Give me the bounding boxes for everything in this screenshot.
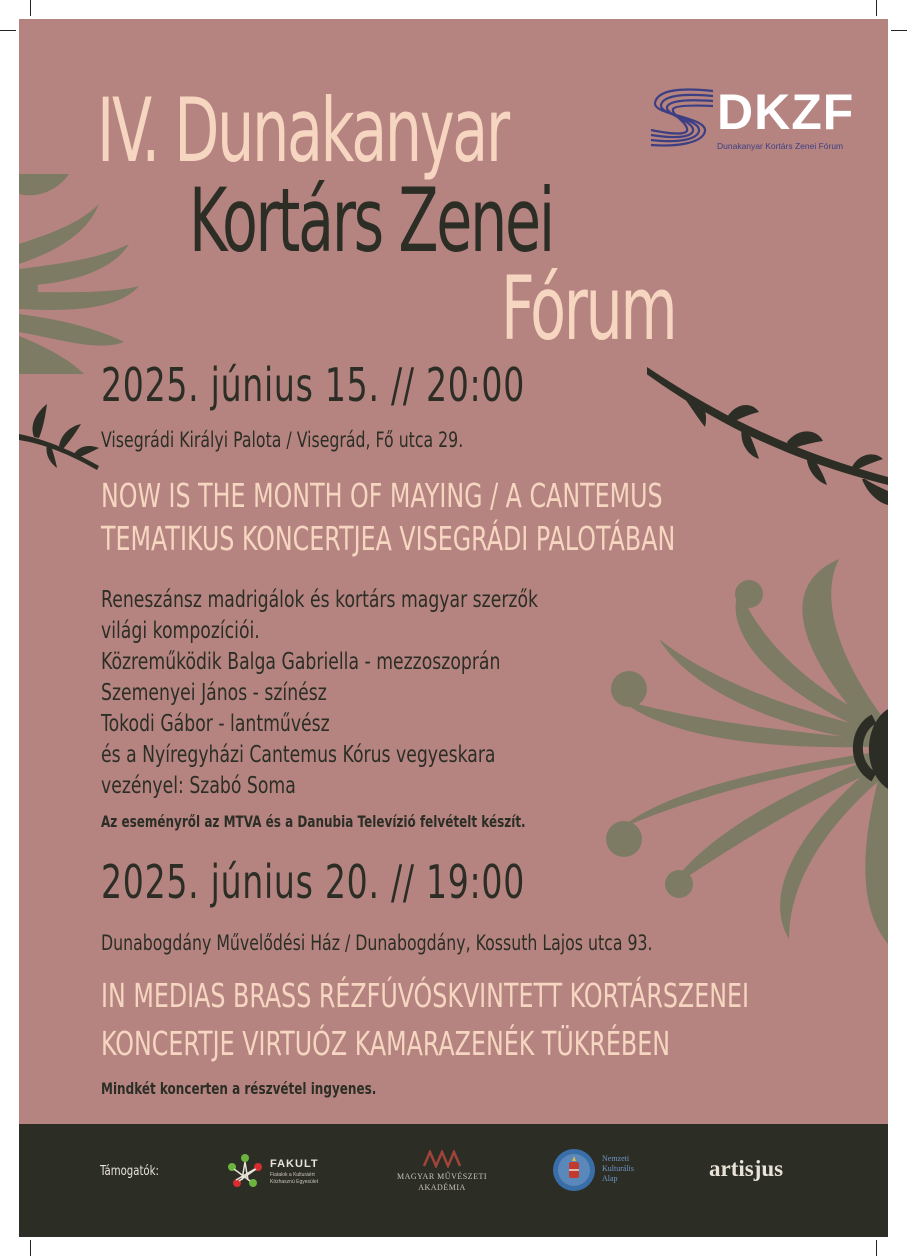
event1-description-line: Közreműködik Balga Gabriella - mezzoszoprán [101, 649, 501, 675]
vine-ornament-left [19, 404, 109, 474]
vine-ornament-right [647, 367, 888, 527]
crop-mark [30, 1240, 31, 1256]
sponsors-label: Támogatók: [100, 1164, 159, 1179]
event1-description-line: és a Nyíregyházi Cantemus Kórus vegyeskara [101, 742, 496, 768]
crop-mark [891, 30, 907, 31]
crop-mark [876, 1240, 877, 1256]
poster [19, 19, 888, 1124]
event1-description-line: Szemenyei János - színész [101, 680, 327, 706]
event1-description-line: vezényel: Szabó Soma [101, 773, 296, 799]
fakult-logo [226, 1152, 336, 1192]
nka-name-line3: Alap [602, 1174, 618, 1183]
dkzf-logo [647, 84, 857, 157]
mma-name-line2: AKADÉMIA [418, 1183, 466, 1192]
logo-abbreviation: DKZF [717, 84, 855, 140]
event2-headline-line1: IN MEDIAS BRASS RÉZFÚVÓSKVINTETT KORTÁRSZENEI [101, 976, 749, 1015]
mma-emblem-icon [422, 1150, 462, 1168]
event1-description-line: Reneszánsz madrigálok és kortárs magyar szerzők [101, 587, 539, 613]
title-line-1: IV. Dunakanyar [97, 79, 508, 182]
free-entry-note: Mindkét koncerten a részvétel ingyenes. [101, 1079, 377, 1098]
event1-date: 2025. június 15. // 20:00 [101, 358, 526, 412]
fakult-name: FAKULT [270, 1158, 319, 1170]
event2-headline-line2: KONCERTJE VIRTUÓZ KAMARAZENÉK TÜKRÉBEN [101, 1024, 670, 1063]
fakult-subtitle-1: Fiatalok a Kulturáért [270, 1172, 315, 1178]
palmette-ornament-left [19, 174, 149, 374]
crop-mark [0, 30, 16, 31]
event1-recording-note: Az eseményről az MTVA és a Danubia Televízió felvételt készít. [101, 812, 526, 831]
event1-headline-line1: NOW IS THE MONTH OF MAYING / A CANTEMUS [101, 476, 663, 515]
nka-name-line1: Nemzeti [602, 1154, 630, 1163]
event2-date: 2025. június 20. // 19:00 [101, 855, 526, 909]
title-line-2: Kortárs Zenei [189, 169, 553, 272]
event2-venue: Dunabogdány Művelődési Ház / Dunabogdány, Kossuth Lajos utca 93. [101, 931, 653, 955]
fakult-subtitle-2: Közhasznú Egyesület [270, 1179, 319, 1185]
sponsors-footer [19, 1124, 888, 1237]
nka-name-line2: Kulturális [602, 1164, 634, 1173]
fakult-star-icon [226, 1152, 264, 1190]
nka-logo [552, 1148, 652, 1198]
event1-description-line: világi kompozíciói. [101, 618, 260, 644]
logo-subtitle: Dunakanyar Kortárs Zenei Fórum [717, 141, 844, 151]
nka-crest-icon [552, 1148, 596, 1192]
artisjus-logo: artisjus [709, 1156, 784, 1181]
wave-logo-icon [647, 87, 715, 149]
mma-name-line1: MAGYAR MŰVÉSZETI [397, 1172, 487, 1181]
event1-headline-line2: TEMATIKUS KONCERTJEA VISEGRÁDI PALOTÁBAN [101, 519, 676, 558]
palmette-ornament-right [589, 549, 888, 949]
event1-description-line: Tokodi Gábor - lantművész [101, 711, 330, 737]
title-line-3: Fórum [501, 257, 676, 360]
crop-mark [876, 0, 877, 16]
mma-logo [387, 1150, 497, 1200]
event1-venue: Visegrádi Királyi Palota / Visegrád, Fő utca 29. [101, 428, 464, 452]
crop-mark [30, 0, 31, 16]
